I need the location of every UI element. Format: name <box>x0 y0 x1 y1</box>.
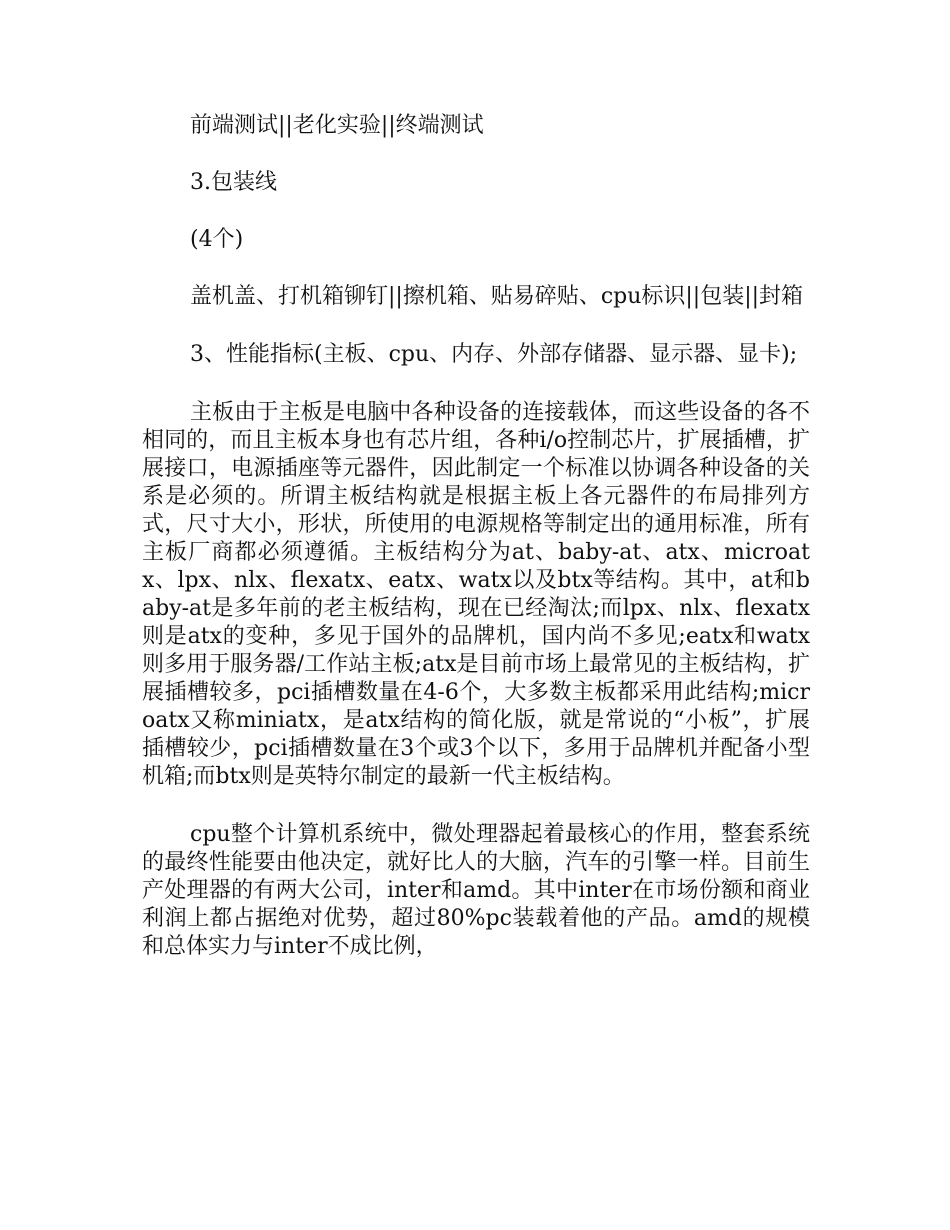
paragraph-test-steps: 前端测试||老化实验||终端测试 <box>190 113 484 138</box>
paragraph-packaging-line: 3.包装线 <box>190 170 277 195</box>
paragraph-motherboard: 主板由于主板是电脑中各种设备的连接载体，而这些设备的各不相同的，而且主板本身也有芯片组，各种i/o控制芯片，扩展插槽，扩展接口，电源插座等元器件，因此制定一个标准以协调各种设备的关系是必须的。所谓主板结构就是根据主板上各元器件的布局排列方式，尺寸大小，形状，所使用的电源规格等制定出的通用标准，所有主板厂商都必须遵循。主板结构分为at、baby-at、atx、microatx、lpx、nlx、flexatx、eatx、watx以及btx等结构。其中，at和baby-at是多年前的老主板结构，现在已经淘汰;而lpx、nlx、flexatx则是atx的变种，多见于国外的品牌机，国内尚不多见;eatx和watx则多用于服务器/工作站主板;atx是目前市场上最常见的主板结构，扩展插槽较多，pci插槽数量在4-6个，大多数主板都采用此结构;microatx又称miniatx，是atx结构的简化版，就是常说的“小板”，扩展插槽较少，pci插槽数量在3个或3个以下，多用于品牌机并配备小型机箱;而btx则是英特尔制定的最新一代主板结构。 <box>142 400 810 789</box>
paragraph-performance-heading: 3、性能指标(主板、cpu、内存、外部存储器、显示器、显卡); <box>190 342 798 367</box>
paragraph-count: (4个) <box>190 227 244 252</box>
document-body <box>142 112 810 991</box>
paragraph-cpu: cpu整个计算机系统中，微处理器起着最核心的作用，整套系统的最终性能要由他决定，就好比人的大脑，汽车的引擎一样。目前生产处理器的有两大公司，inter和amd。其中inter在市场份额和商业利润上都占据绝对优势，超过80%pc装载着他的产品。amd的规模和总体实力与inter不成比例， <box>142 822 810 959</box>
paragraph-packaging-steps: 盖机盖、打机箱铆钉||擦机箱、贴易碎贴、cpu标识||包装||封箱 <box>190 284 804 309</box>
